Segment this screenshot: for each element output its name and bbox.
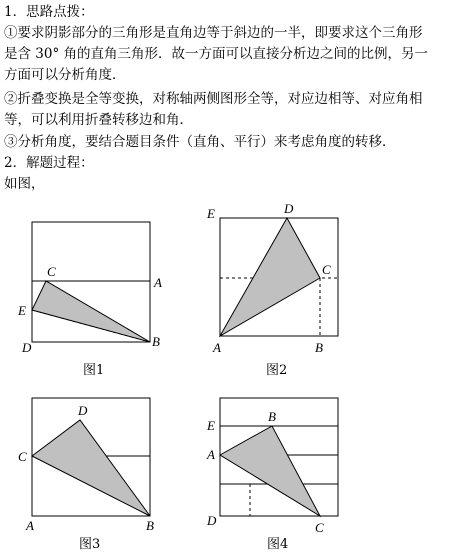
fig1-shaded-triangle: [32, 281, 150, 342]
heading-hint: 1．思路点拨：: [4, 4, 94, 20]
fig1-label-b: B: [152, 334, 160, 349]
fig2-label-c: C: [322, 262, 331, 277]
fig4-label-e: E: [207, 418, 215, 433]
fig2-label-e: E: [207, 206, 215, 221]
figure-4: [206, 398, 338, 552]
fig3-label-b: B: [146, 518, 154, 533]
hint-3-line-1: ③分析角度，要结合题目条件（直角、平行）来考虑角度的转移．: [4, 134, 396, 150]
fig1-label-a: A: [154, 275, 162, 290]
hint-1-line-1: ①要求阴影部分的三角形是直角边等于斜边的一半，即要求这个三角形: [4, 25, 423, 41]
fig1-label-c: C: [47, 264, 56, 279]
fig4-label-b: B: [268, 409, 276, 424]
fig3-label-d: D: [78, 403, 88, 418]
fig1-label-d: D: [22, 340, 32, 355]
fig2-caption: 图2: [266, 363, 288, 378]
hint-2-line-1: ②折叠变换是全等变换，对称轴两侧图形全等，对应边相等、对应角相: [4, 91, 423, 107]
hint-1-line-3: 方面可以分析角度．: [4, 67, 126, 83]
fig1-caption: 图1: [83, 363, 105, 378]
fig4-caption: 图4: [267, 537, 289, 552]
fig3-caption: 图3: [79, 537, 101, 552]
fig2-label-a: A: [213, 340, 221, 355]
fig4-label-a: A: [207, 447, 215, 462]
as-shown-text: 如图，: [4, 176, 45, 192]
fig4-label-d: D: [207, 513, 217, 528]
figure-2: [206, 201, 338, 378]
fig3-label-a: A: [26, 518, 34, 533]
fig2-label-d: D: [284, 201, 294, 216]
hint-2-line-2: 等，可以利用折叠转移边和角．: [4, 112, 193, 128]
figure-3: [18, 398, 154, 552]
fig2-label-b: B: [315, 340, 323, 355]
figure-1: [17, 222, 162, 378]
hint-1-line-2: 是含 30° 角的直角三角形．故一方面可以直接分析边之间的比例，另一: [4, 46, 429, 62]
fig4-shaded-triangle: [220, 426, 320, 516]
fig2-shaded-triangle: [220, 218, 320, 336]
heading-solution: 2．解题过程：: [4, 155, 94, 171]
fig4-label-c: C: [315, 520, 324, 535]
fig3-label-c: C: [18, 449, 27, 464]
fig3-shaded-triangle: [32, 420, 150, 516]
fig1-label-e: E: [18, 303, 26, 318]
